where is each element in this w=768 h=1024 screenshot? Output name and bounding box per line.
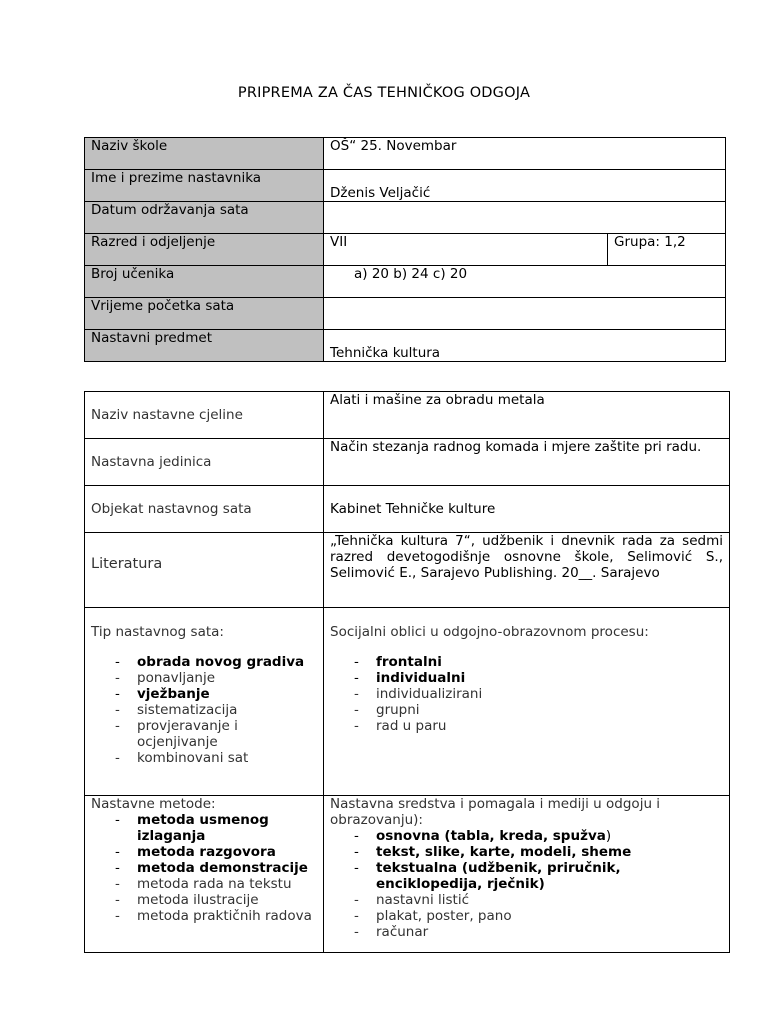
table-row [85, 234, 726, 266]
list-item [91, 812, 317, 844]
list-item [330, 654, 723, 670]
list-item-suffix: ) [605, 828, 612, 844]
school-value: OŠ“ 25. Novembar [324, 138, 726, 170]
list-item-text: metoda razgovora [137, 844, 276, 860]
lesson-type-list [91, 654, 317, 766]
list-item [91, 892, 317, 908]
list-item-text: individualni [376, 670, 466, 686]
list-item-text: računar [376, 924, 429, 940]
list-item-text: ponavljanje [137, 670, 216, 686]
social-forms-heading: Socijalni oblici u odgojno-obrazovnom procesu: [330, 624, 649, 640]
list-item [330, 844, 723, 860]
resources-cell [324, 796, 730, 953]
table-row [85, 608, 730, 796]
lesson-label: Nastavna jedinica [85, 439, 324, 486]
resources-heading: Nastavna sredstva i pomagala i mediji u odgoju i obrazovanju): [330, 796, 661, 828]
list-item-text: tekstualna (udžbenik, priručnik, enciklopedija, rječnik) [376, 860, 621, 892]
list-item-text: metoda usmenog izlaganja [137, 812, 269, 844]
list-item [91, 654, 317, 670]
methods-cell [85, 796, 324, 953]
list-item-text: obrada novog gradiva [137, 654, 305, 670]
list-item-text: metoda rada na tekstu [137, 876, 292, 892]
list-item [91, 670, 317, 686]
list-item [91, 876, 317, 892]
list-item-text: individualizirani [376, 686, 483, 702]
group-value: Grupa: 1,2 [608, 234, 726, 266]
list-item-text: plakat, poster, pano [376, 908, 512, 924]
social-forms-list [330, 654, 723, 734]
list-item-text: vježbanje [137, 686, 210, 702]
unit-value: Alati i mašine za obradu metala [324, 392, 730, 439]
table-row [85, 439, 730, 486]
table-row [85, 170, 726, 202]
list-item [330, 718, 723, 734]
table-row [85, 392, 730, 439]
list-item [91, 702, 317, 718]
table-row [85, 266, 726, 298]
table-row [85, 486, 730, 533]
social-forms-cell [324, 608, 730, 796]
teacher-value: Dženis Veljačić [324, 170, 726, 202]
lesson-info-table [84, 137, 726, 362]
list-item-text: kombinovani sat [137, 750, 249, 766]
table-row [85, 138, 726, 170]
class-label: Razred i odjeljenje [85, 234, 324, 266]
table-row [85, 202, 726, 234]
list-item [91, 750, 317, 766]
start-time-label: Vrijeme početka sata [85, 298, 324, 330]
document-title: PRIPREMA ZA ČAS TEHNIČKOG ODGOJA [237, 85, 531, 101]
list-item [330, 908, 723, 924]
list-item [330, 686, 723, 702]
literature-value: „Tehnička kultura 7“, udžbenik i dnevnik rada za sedmi razred devetogodišnje osnovne škole, Selimović S., Selimović E., Sarajevo Publishing. 20__. Sarajevo [324, 533, 730, 608]
list-item-text: metoda demonstracije [137, 860, 308, 876]
list-item [91, 718, 317, 750]
list-item [91, 844, 317, 860]
lesson-type-cell [85, 608, 324, 796]
resources-list [330, 828, 723, 940]
object-value: Kabinet Tehničke kulture [324, 486, 730, 533]
students-label: Broj učenika [85, 266, 324, 298]
table-row [85, 533, 730, 608]
subject-value: Tehnička kultura [324, 330, 726, 362]
school-label: Naziv škole [85, 138, 324, 170]
list-item-text: frontalni [376, 654, 442, 670]
list-item-text: nastavni listić [376, 892, 470, 908]
date-value [324, 202, 726, 234]
list-item [91, 908, 317, 924]
list-item [330, 702, 723, 718]
list-item [330, 924, 723, 940]
students-value: a) 20 b) 24 c) 20 [324, 266, 726, 298]
date-label: Datum održavanja sata [85, 202, 324, 234]
table-row [85, 298, 726, 330]
list-item-text: tekst, slike, karte, modeli, sheme [376, 844, 632, 860]
teacher-label: Ime i prezime nastavnika [85, 170, 324, 202]
literature-label: Literatura [85, 533, 324, 608]
list-item-text: metoda ilustracije [137, 892, 259, 908]
object-label: Objekat nastavnog sata [85, 486, 324, 533]
list-item [330, 828, 723, 844]
list-item-text: grupni [376, 702, 420, 718]
list-item-text: metoda praktičnih radova [137, 908, 312, 924]
list-item-text: provjeravanje i ocjenjivanje [137, 718, 238, 750]
list-item-text: osnovna (tabla, kreda, spužva [376, 828, 606, 844]
list-item [91, 860, 317, 876]
subject-label: Nastavni predmet [85, 330, 324, 362]
lesson-type-heading: Tip nastavnog sata: [91, 624, 224, 640]
list-item [330, 860, 723, 892]
start-time-value [324, 298, 726, 330]
list-item [91, 686, 317, 702]
list-item [330, 670, 723, 686]
class-value: VII [324, 234, 608, 266]
list-item-text: sistematizacija [137, 702, 238, 718]
unit-label: Naziv nastavne cjeline [85, 392, 324, 439]
list-item-text: rad u paru [376, 718, 447, 734]
table-row [85, 330, 726, 362]
lesson-details-table [84, 391, 730, 953]
table-row [85, 796, 730, 953]
lesson-value: Način stezanja radnog komada i mjere zaštite pri radu. [324, 439, 730, 486]
list-item [330, 892, 723, 908]
methods-heading: Nastavne metode: [91, 796, 216, 812]
methods-list [91, 812, 317, 924]
